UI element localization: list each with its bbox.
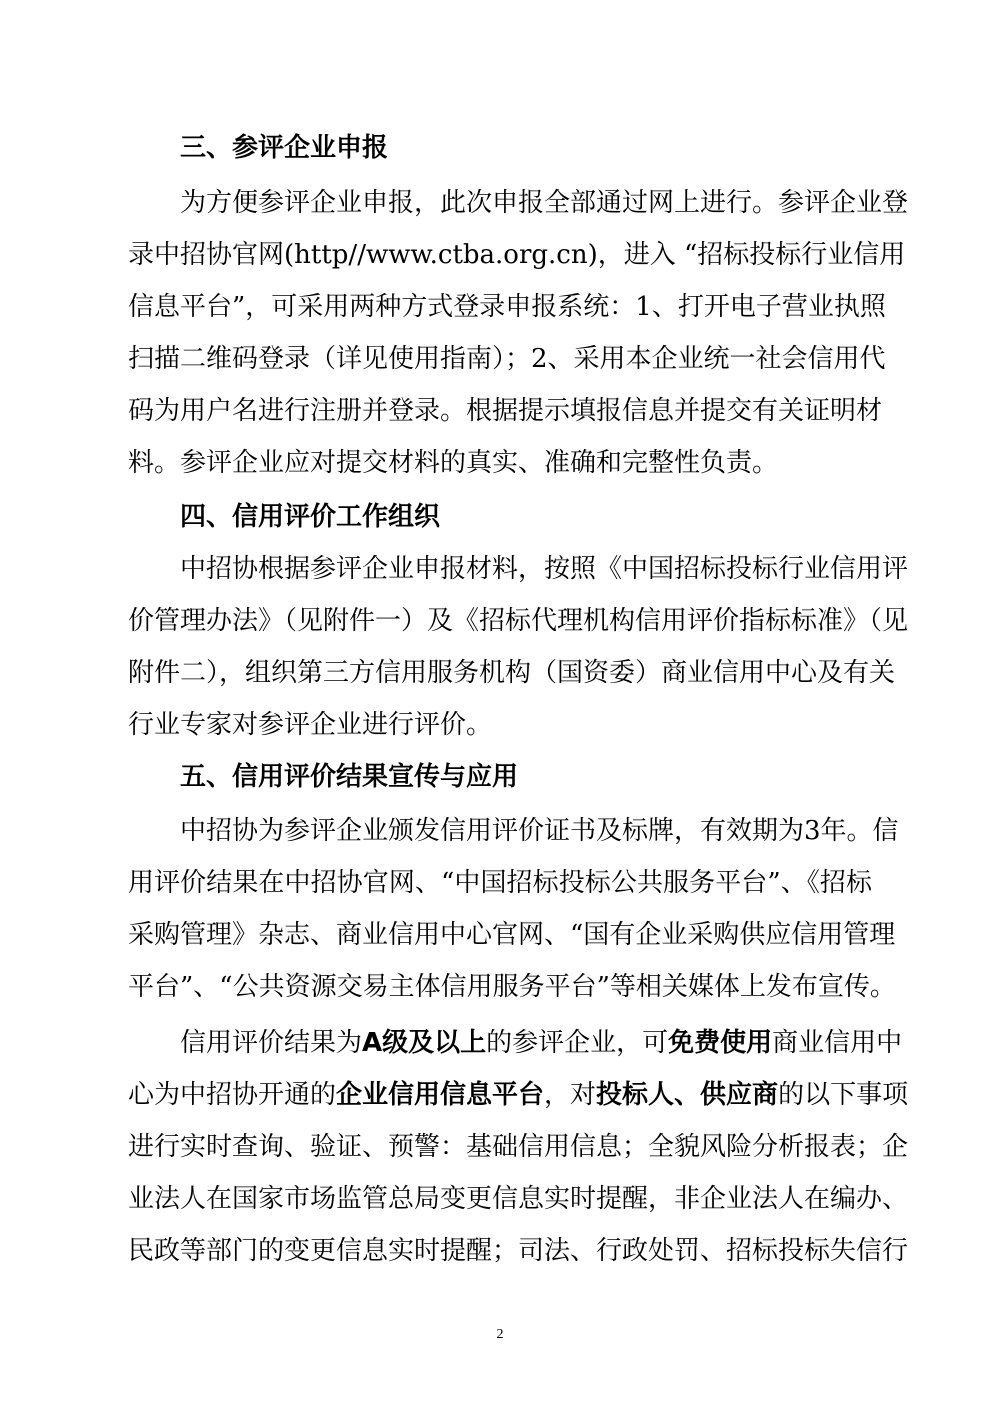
text-span: 商业信用中 xyxy=(772,1028,903,1058)
paragraph-line: 录中招协官网(http//www.ctba.org.cn)，进入 “招标投标行业信用 xyxy=(128,240,906,270)
paragraph-line: 料。参评企业应对提交材料的真实、准确和完整性负责。 xyxy=(128,448,779,478)
paragraph-line-emphasis xyxy=(180,1023,903,1063)
paragraph-line: 中招协为参评企业颁发信用评价证书及标牌，有效期为3年。信 xyxy=(180,816,899,846)
bold-text-span: 免费使用 xyxy=(668,1028,773,1058)
text-span: 信用评价结果为 xyxy=(180,1028,363,1058)
paragraph-line: 用评价结果在中招协官网、“中国招标投标公共服务平台”、《招标 xyxy=(128,868,872,898)
paragraph-line: 码为用户名进行注册并登录。根据提示填报信息并提交有关证明材 xyxy=(128,396,883,426)
section-heading-4: 四、信用评价工作组织 xyxy=(180,502,441,532)
text-span: 的参评企业，可 xyxy=(486,1028,669,1058)
text-span: ，对 xyxy=(544,1080,597,1110)
bold-text-span: 投标人、供应商 xyxy=(596,1080,779,1110)
bold-text-span: 企业信用信息平台 xyxy=(336,1080,545,1110)
paragraph-line: 平台”、“公共资源交易主体信用服务平台”等相关媒体上发布宣传。 xyxy=(128,972,896,1002)
paragraph-line: 民政等部门的变更信息实时提醒；司法、行政处罚、招标投标失信行 xyxy=(128,1236,909,1266)
paragraph-line: 为方便参评企业申报，此次申报全部通过网上进行。参评企业登 xyxy=(180,188,909,218)
section-heading-5: 五、信用评价结果宣传与应用 xyxy=(180,762,519,792)
paragraph-line: 扫描二维码登录（详见使用指南）；2、采用本企业统一社会信用代 xyxy=(128,344,886,374)
section-heading-3: 三、参评企业申报 xyxy=(180,133,389,163)
paragraph-line: 附件二），组织第三方信用服务机构（国资委）商业信用中心及有关 xyxy=(128,658,896,688)
paragraph-line: 中招协根据参评企业申报材料，按照《中国招标投标行业信用评 xyxy=(180,554,909,584)
paragraph-line: 业法人在国家市场监管总局变更信息实时提醒，非企业法人在编办、 xyxy=(128,1184,909,1214)
paragraph-line-emphasis xyxy=(128,1075,909,1115)
text-span: 的以下事项 xyxy=(778,1080,909,1110)
paragraph-line: 价管理办法》（见附件一）及《招标代理机构信用评价指标标准》（见 xyxy=(128,606,909,636)
page-number: 2 xyxy=(496,1327,504,1342)
paragraph-line: 进行实时查询、验证、预警：基础信用信息；全貌风险分析报表；企 xyxy=(128,1132,909,1162)
text-span: 心为中招协开通的 xyxy=(128,1080,337,1110)
paragraph-line: 信息平台”，可采用两种方式登录申报系统：1、打开电子营业执照 xyxy=(128,292,886,322)
paragraph-line: 采购管理》杂志、商业信用中心官网、“国有企业采购供应信用管理 xyxy=(128,920,896,950)
bold-text-span: A级及以上 xyxy=(362,1028,487,1058)
paragraph-line: 行业专家对参评企业进行评价。 xyxy=(128,710,493,740)
